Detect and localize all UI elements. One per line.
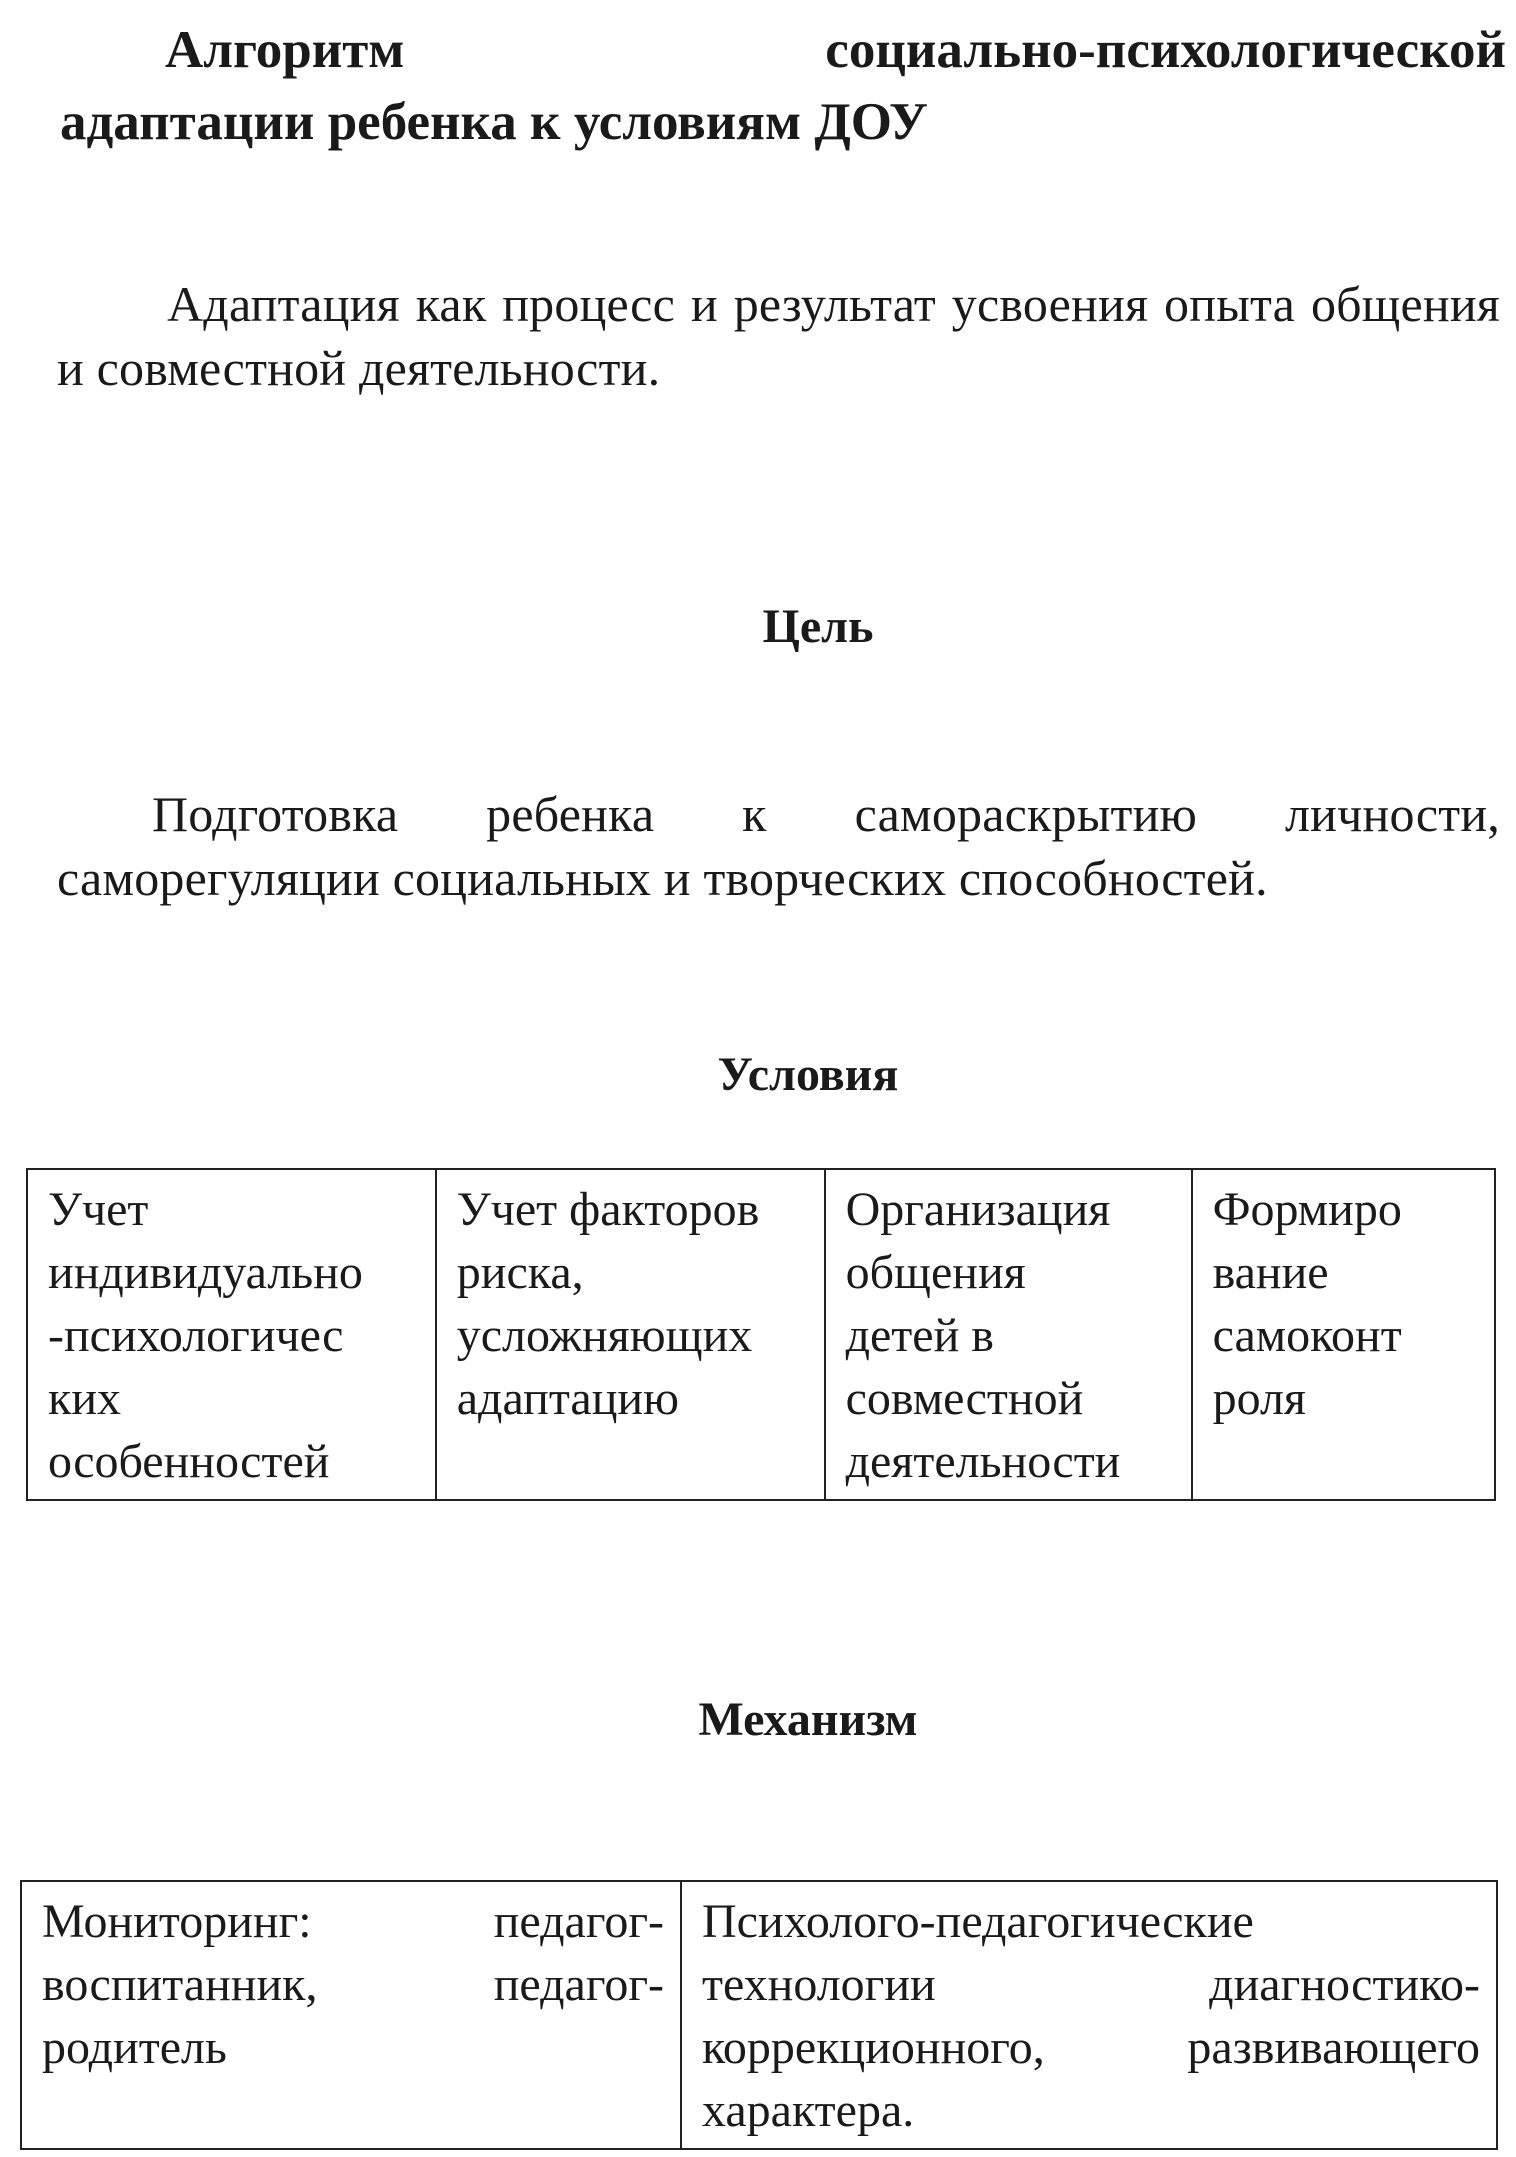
- intro-paragraph: Адаптация как процесс и результат усвоения опыта общения и совместной деятельности.: [57, 276, 1500, 396]
- goal-heading: Цель: [762, 600, 874, 653]
- conditions-row: [27, 1169, 1495, 1500]
- conditions-cell-text: Учет факторов риска, усложняющих адаптацию: [456, 1183, 760, 1425]
- goal-paragraph: Подготовка ребенка к самораскрытию личности, саморегуляции социальных и творческих способностей.: [57, 786, 1500, 906]
- mechanism-table: [20, 1880, 1498, 2150]
- mechanism-cell-monitoring: [21, 1881, 681, 2149]
- mechanism-cell-text: Психолого-педагогические технологии диагностико-коррекционного, развивающего характера.: [702, 1895, 1480, 2137]
- conditions-cell-communication: [825, 1169, 1192, 1500]
- conditions-cell-text: Организация общения детей в совместной деятельности: [845, 1183, 1121, 1488]
- mechanism-cell-text: Мониторинг: педагог-воспитанник, педагог-родитель: [42, 1895, 664, 2074]
- conditions-table: [26, 1168, 1496, 1501]
- mechanism-row: [21, 1881, 1497, 2149]
- conditions-cell-text: Формиро вание самоконт роля: [1212, 1183, 1402, 1425]
- conditions-heading: Условия: [717, 1048, 899, 1101]
- mechanism-heading: Механизм: [698, 1693, 918, 1746]
- conditions-cell-individual: [27, 1169, 436, 1500]
- mechanism-cell-technologies: [681, 1881, 1497, 2149]
- conditions-cell-risk-factors: [436, 1169, 825, 1500]
- title-line-1: [60, 14, 1506, 86]
- title-word-first: Алгоритм: [165, 21, 405, 79]
- title-line-2: адаптации ребенка к условиям ДОУ: [60, 93, 928, 151]
- document-title: [60, 14, 1506, 158]
- conditions-cell-self-control: [1192, 1169, 1495, 1500]
- conditions-cell-text: Учет индивидуально -психологичес ких особенностей: [48, 1183, 363, 1488]
- title-word-second: социально-психологической: [825, 21, 1506, 79]
